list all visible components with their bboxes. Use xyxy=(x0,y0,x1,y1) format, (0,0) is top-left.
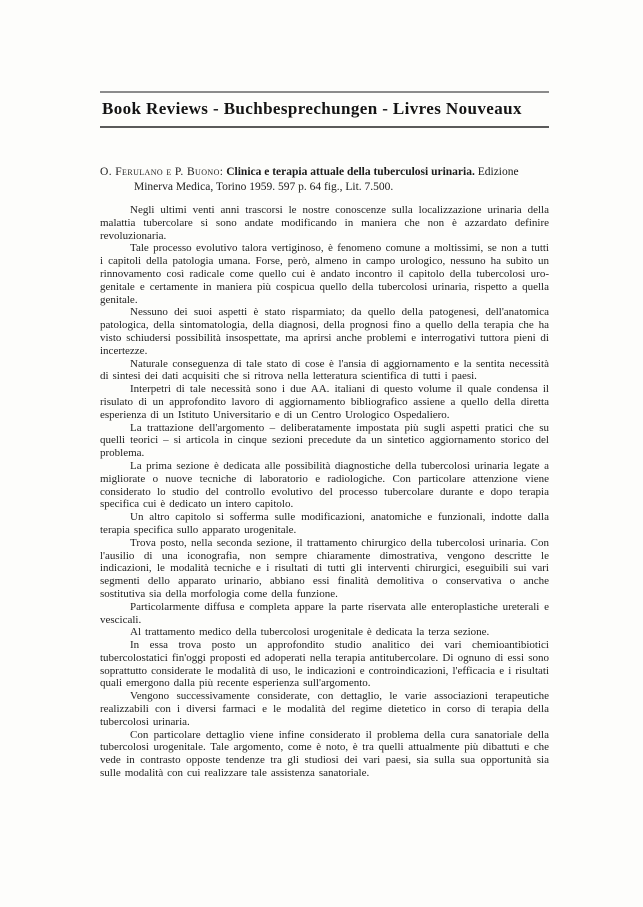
paragraph: Con particolare dettaglio viene infine considerato il problema della cura sanatoriale della tubercolosi urogenitale. Tale argomento, come è noto, è tra quelli attualmente più dibattuti e che vede in contrasto opposte tendenze tra gli studiosi dei vari paesi, sia sulla sua opportunità sia sulle modalità con cui realizzare tale assistenza sanatoriale. xyxy=(100,728,549,780)
page-title: Book Reviews - Buchbesprechungen - Livres Nouveaux xyxy=(102,99,522,118)
paragraph: Interpetri di tale necessità sono i due AA. italiani di questo volume il quale condensa il risulato di un approfondito lavoro di aggiornamento bibliografico assiene a quello della diretta esperienza di un Istituto Universitario e di un Centro Urologico Ospedaliero. xyxy=(100,383,549,421)
page-content xyxy=(100,91,549,780)
section-header xyxy=(100,91,549,128)
paragraph: Vengono successivamente considerate, con dettaglio, le varie associazioni terapeutiche realizzabili con i diversi farmaci e le modalità del regime dietetico in corso di terapia della tubercolosi urinaria. xyxy=(100,690,549,728)
citation-authors: O. Ferulano e P. Buono: xyxy=(100,166,224,178)
paragraph: Negli ultimi venti anni trascorsi le nostre conoscenze sulla localizzazione urinaria della malattia tubercolare si sono andate modificando in maniera che non è azzardato definire revoluzionaria. xyxy=(100,204,549,242)
paragraph: Naturale conseguenza di tale stato di cose è l'ansia di aggiornamento e la sentita necessità di sintesi dei dati acquisiti che si ritrova nella letteratura scientifica di tutti i paesi. xyxy=(100,357,549,383)
citation-publication: Edizione Minerva Medica, Torino 1959. 597 p. 64 fig., Lit. 7.500. xyxy=(134,166,519,193)
paragraph: Nessuno dei suoi aspetti è stato risparmiato; da quello della patogenesi, dell'anatomica patologica, della sintomatologia, della diagnosi, della prognosi fino a quello della terapia che ha visto schiudersi possibilità insospettate, ma aprirsi anche problemi e interrogativi tuttora pieni di incertezze. xyxy=(100,306,549,357)
paragraph: Al trattamento medico della tubercolosi urogenitale è dedicata la terza sezione. xyxy=(130,626,490,639)
paragraph: Un altro capitolo si sofferma sulle modificazioni, anatomiche e funzionali, indotte dalla terapia specifica sullo apparato urogenitale. xyxy=(100,511,549,536)
book-citation xyxy=(100,165,549,195)
paragraph: La trattazione dell'argomento – deliberatamente impostata più sugli aspetti pratici che su quelli teorici – si articola in cinque sezioni precedute da un sintetico aggiornamento storico del problema. xyxy=(100,421,549,460)
header-rule-bottom xyxy=(100,126,549,128)
paragraph: Particolarmente diffusa e completa appare la parte riservata alle enteroplastiche ureterali e vescicali. xyxy=(100,600,549,626)
paragraph: Trova posto, nella seconda sezione, il trattamento chirurgico della tubercolosi urinaria. Con l'ausilio di una iconografia, non sempre chiaramente dimostrativa, vengono descritte le indicazioni, le modalità tecniche e i risultati di tutti gli interventi chirurgici, eseguibili sui vari segmenti dello apparato urinario, abbiano essi finalità demolitiva o conservativa o anche sostitutiva sia della morfologia come della funzione. xyxy=(100,536,549,600)
paragraph: In essa trova posto un approfondito studio analitico dei vari chemioantibiotici tubercolostatici fin'oggi proposti ed adoperati nella terapia antitubercolare. Di ognuno di essi sono soprattutto considerate le modalità di uso, le indicazioni e controindicazioni, l'efficacia e i risultati quali emergono dalla più recente esperienza sull'argomento. xyxy=(100,639,549,690)
review-body xyxy=(100,204,549,780)
paragraph: Tale processo evolutivo talora vertiginoso, è fenomeno comune a moltissimi, se non a tutti i capitoli della patologia umana. Forse, però, almeno in campo urologico, nessuno ha subìto un rinnovamento così radicale come quello cui è andato incontro il capitolo della tubercolosi uro-genitale e certamente in maniera più cospicua quello della tubercolosi urinaria, rispetto a quella genitale. xyxy=(100,242,549,306)
paragraph: La prima sezione è dedicata alle possibilità diagnostiche della tubercolosi urinaria legate a migliorate o nuove tecniche di laboratorio e radiologiche. Con particolare attenzione viene considerato lo studio del controllo evolutivo del processo tubercolare durante e dopo terapia specifica cui è dedicato un intero capitolo. xyxy=(100,459,549,511)
citation-book-title: Clinica e terapia attuale della tuberculosi urinaria. xyxy=(226,166,475,178)
